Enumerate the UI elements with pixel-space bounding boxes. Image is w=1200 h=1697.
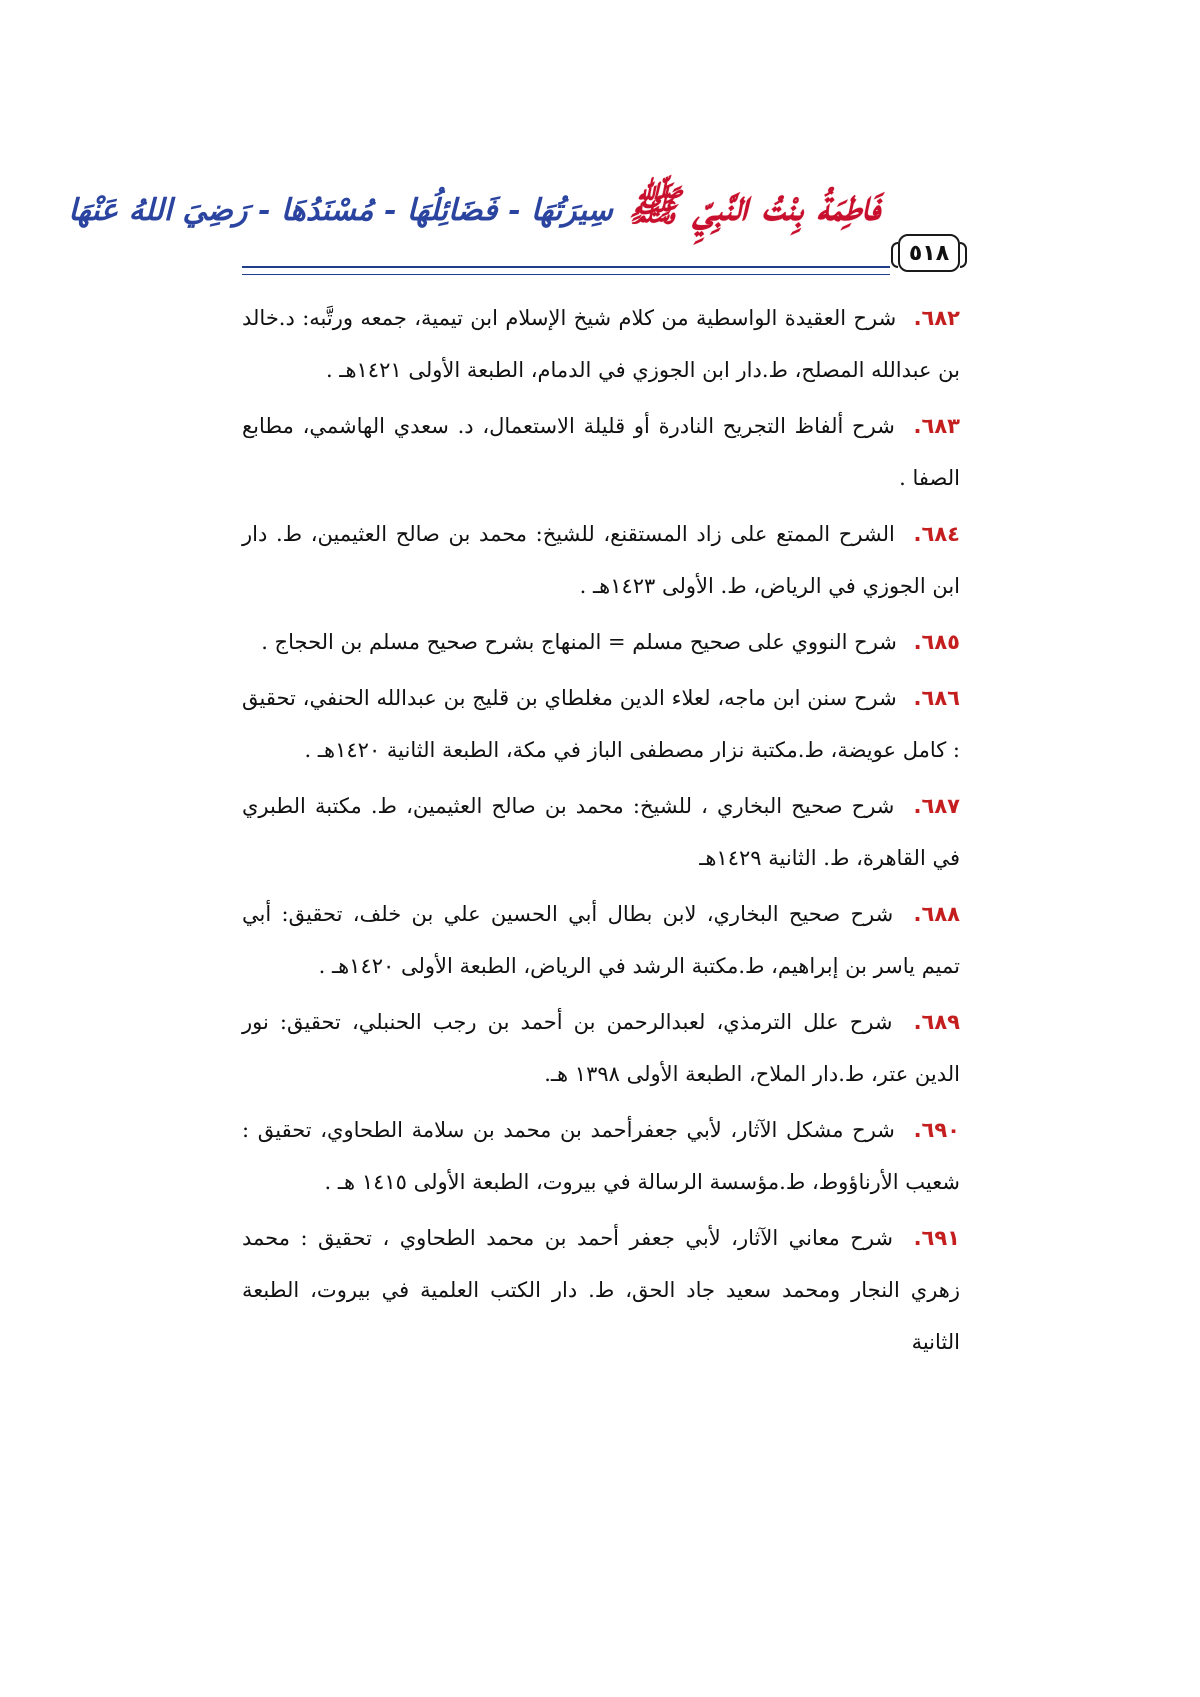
bibliography-entry	[242, 888, 960, 992]
entry-text: شرح صحيح البخاري ، للشيخ: محمد بن صالح العثيمين، ط. مكتبة الطبري في القاهرة، ط. الثانية ١٤٢٩هـ	[242, 794, 960, 870]
entry-text: شرح النووي على صحيح مسلم = المنهاج بشرح صحيح مسلم بن الحجاج .	[261, 630, 897, 654]
entry-number: ٦٨٤.	[913, 522, 960, 546]
entry-text: شرح مشكل الآثار، لأبي جعفرأحمد بن محمد بن سلامة الطحاوي، تحقيق : شعيب الأرناؤوط، ط.مؤسسة الرسالة في بيروت، الطبعة الأولى ١٤١٥ هـ .	[242, 1118, 960, 1194]
book-title	[68, 180, 880, 266]
entry-number: ٦٩١.	[913, 1226, 960, 1250]
bibliography-entry	[242, 1104, 960, 1208]
page-number: ٥١٨	[898, 234, 960, 272]
bibliography-list	[242, 292, 960, 1372]
bibliography-entry	[242, 780, 960, 884]
entry-text: شرح معاني الآثار، لأبي جعفر أحمد بن محمد الطحاوي ، تحقيق : محمد زهري النجار ومحمد سعيد جاد الحق، ط. دار الكتب العلمية في بيروت، الطبعة الثانية	[242, 1226, 960, 1354]
bibliography-entry	[242, 508, 960, 612]
bibliography-entry	[242, 1212, 960, 1368]
bibliography-entry	[242, 996, 960, 1100]
entry-number: ٦٨٩.	[913, 1010, 960, 1034]
entry-number: ٦٨٨.	[913, 902, 960, 926]
bibliography-entry	[242, 616, 960, 668]
page-header	[68, 180, 960, 280]
entry-number: ٦٩٠.	[913, 1118, 960, 1142]
entry-text: شرح العقيدة الواسطية من كلام شيخ الإسلام ابن تيمية، جمعه ورتَّبه: د.خالد بن عبدالله المصلح، ط.دار ابن الجوزي في الدمام، الطبعة الأولى ١٤٢١هـ .	[242, 306, 960, 382]
header-rule-thin	[242, 274, 890, 275]
entry-number: ٦٨٧.	[913, 794, 960, 818]
entry-text: الشرح الممتع على زاد المستقنع، للشيخ: محمد بن صالح العثيمين، ط. دار ابن الجوزي في الرياض، ط. الأولى ١٤٢٣هـ .	[242, 522, 960, 598]
bibliography-entry	[242, 292, 960, 396]
book-title-main: فَاطِمَةُ بِنْتُ النَّبِيِّ ﷺ	[628, 181, 880, 230]
entry-number: ٦٨٥.	[913, 630, 960, 654]
entry-text: شرح صحيح البخاري، لابن بطال أبي الحسين علي بن خلف، تحقيق: أبي تميم ياسر بن إبراهيم، ط.مكتبة الرشد في الرياض، الطبعة الأولى ١٤٢٠هـ .	[242, 902, 960, 978]
entry-number: ٦٨٣.	[913, 414, 960, 438]
entry-number: ٦٨٦.	[913, 686, 960, 710]
entry-number: ٦٨٢.	[913, 306, 960, 330]
entry-text: شرح ألفاظ التجريح النادرة أو قليلة الاستعمال، د. سعدي الهاشمي، مطابع الصفا .	[242, 414, 960, 490]
header-rule	[242, 266, 890, 268]
entry-text: شرح علل الترمذي، لعبدالرحمن بن أحمد بن رجب الحنبلي، تحقيق: نور الدين عتر، ط.دار الملاح، الطبعة الأولى ١٣٩٨ هـ.	[242, 1010, 960, 1086]
entry-text: شرح سنن ابن ماجه، لعلاء الدين مغلطاي بن قليج بن عبدالله الحنفي، تحقيق : كامل عويضة، ط.مكتبة نزار مصطفى الباز في مكة، الطبعة الثانية ١٤٢٠هـ .	[242, 686, 960, 762]
book-title-subtitle: سِيرَتُهَا - فَضَائِلُهَا - مُسْنَدُهَا - رَضِيَ اللهُ عَنْهَا	[68, 193, 613, 228]
bibliography-entry	[242, 400, 960, 504]
bibliography-entry	[242, 672, 960, 776]
